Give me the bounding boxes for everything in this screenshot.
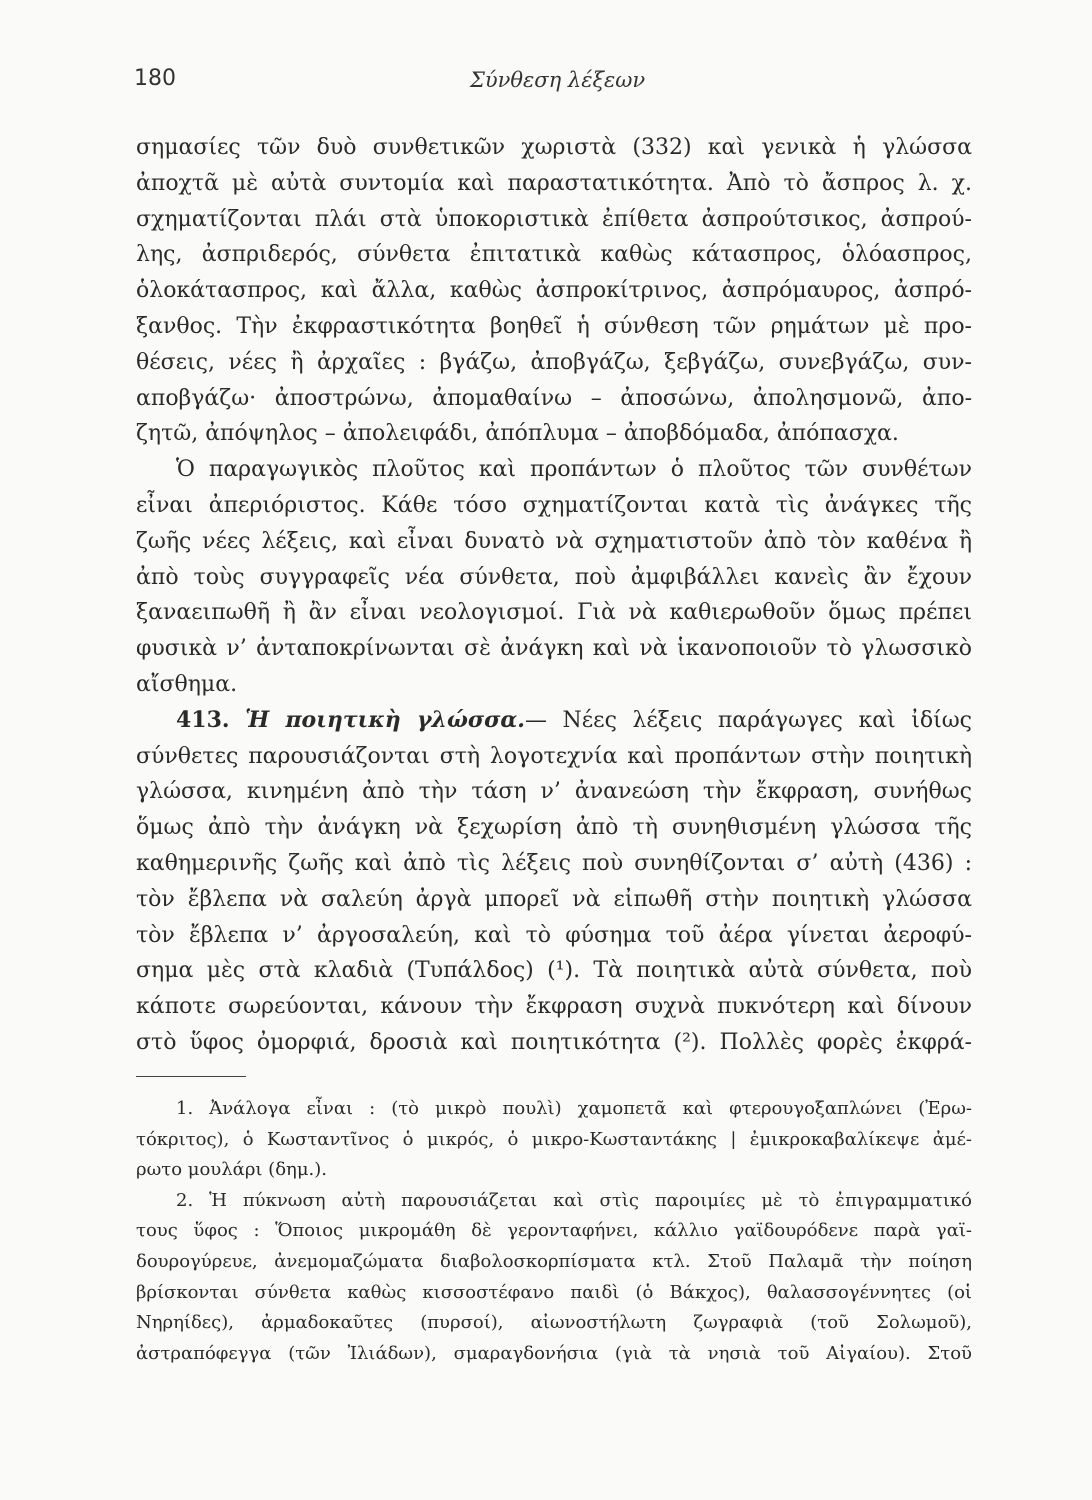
text-line: θέσεις, νέες ἢ ἀρχαῖες : βγάζω, ἀποβγάζω, ξεβγάζω, συνεβγάζω, συν- bbox=[136, 349, 972, 375]
text-line: εἶναι ἀπεριόριστος. Κάθε τόσο σχηματίζονται κατὰ τὶς ἀνάγκες τῆς bbox=[136, 492, 972, 518]
text-line: λης, ἀσπριδερός, σύνθετα ἐπιτατικὰ καθὼς κάτασπρος, ὁλόασπρος, bbox=[136, 242, 972, 268]
footnote-line: τόκριτος), ὁ Κωσταντῖνος ὁ μικρός, ὁ μικρο-Κωσταντάκης | ἐμικροκαβαλίκεψε ἀμέ- bbox=[136, 1128, 972, 1150]
text-line: ἀπὸ τοὺς συγγραφεῖς νέα σύνθετα, ποὺ ἀμφιβάλλει κανεὶς ἂν ἔχουν bbox=[136, 564, 972, 590]
footnote-line: ρωτο μουλάρι (δημ.). bbox=[136, 1159, 327, 1181]
text-line: φυσικὰ ν’ ἀνταποκρίνωνται σὲ ἀνάγκη καὶ νὰ ἱκανοποιοῦν τὸ γλωσσικὸ bbox=[136, 636, 972, 662]
page-number: 180 bbox=[134, 66, 176, 91]
text-line: ὁλοκάτασπρος, καὶ ἄλλα, καθὼς ἀσπροκίτρινος, ἀσπρόμαυρος, ἀσπρό- bbox=[136, 278, 972, 304]
text-line: ἀποχτᾶ μὲ αὐτὰ συντομία καὶ παραστατικότητα. Ἀπὸ τὸ ἄσπρος λ. χ. bbox=[136, 170, 972, 196]
text-line: γλώσσα, κινημένη ἀπὸ τὴν τάση ν’ ἀνανεώση τὴν ἔκφραση, συνήθως bbox=[136, 779, 972, 805]
text-line: σχηματίζονται πλάι στὰ ὑποκοριστικὰ ἐπίθετα ἀσπρούτσικος, ἀσπρού- bbox=[136, 206, 972, 232]
section-number: 413. bbox=[176, 706, 230, 733]
footnote-line: τους ὕφος : Ὅποιος μικρομάθη δὲ γερονταφήνει, κάλλιο γαϊδουρόδενε παρὰ γαϊ- bbox=[136, 1220, 972, 1242]
text-line: ξαναειπωθῆ ἢ ἂν εἶναι νεολογισμοί. Γιὰ νὰ καθιερωθοῦν ὅμως πρέπει bbox=[136, 600, 972, 626]
text-line: σημα μὲς στὰ κλαδιὰ (Τυπάλδος) (¹). Τὰ ποιητικὰ αὐτὰ σύνθετα, ποὺ bbox=[136, 958, 972, 984]
text-line: τὸν ἔβλεπα ν’ ἀργοσαλεύη, καὶ τὸ φύσημα τοῦ ἀέρα γίνεται ἀεροφύ- bbox=[136, 922, 972, 948]
footnotes bbox=[136, 1094, 972, 1369]
text-line: αποβγάζω· ἀποστρώνω, ἀπομαθαίνω – ἀποσώνω, ἀπολησμονῶ, ἀπο- bbox=[136, 385, 972, 411]
text-line: Ὁ παραγωγικὸς πλοῦτος καὶ προπάντων ὁ πλοῦτος τῶν συνθέτων bbox=[176, 457, 972, 483]
text-line: κάποτε σωρεύονται, κάνουν τὴν ἔκφραση συχνὰ πυκνότερη καὶ δίνουν bbox=[136, 994, 972, 1020]
text-line: αἴσθημα. bbox=[136, 671, 238, 697]
page-header bbox=[0, 66, 1092, 98]
footnote-divider bbox=[136, 1076, 246, 1077]
text-line: σημασίες τῶν δυὸ συνθετικῶν χωριστὰ (332) καὶ γενικὰ ἡ γλώσσα bbox=[136, 135, 972, 160]
text-line: ζωῆς νέες λέξεις, καὶ εἶναι δυνατὸ νὰ σχηματιστοῦν ἀπὸ τὸν καθένα ἢ bbox=[136, 528, 972, 554]
text-line: ὅμως ἀπὸ τὴν ἀνάγκη νὰ ξεχωρίση ἀπὸ τὴ συνηθισμένη γλώσσα τῆς bbox=[136, 815, 972, 841]
footnote-line: ἀστραπόφεγγα (τῶν Ἰλιάδων), σμαραγδονήσια (γιὰ τὰ νησιὰ τοῦ Αἰγαίου). Στοῦ bbox=[136, 1342, 972, 1364]
section-title: Ἡ ποιητικὴ γλώσσα. bbox=[245, 706, 525, 733]
text-line: ξανθος. Τὴν ἐκφραστικότητα βοηθεῖ ἡ σύνθεση τῶν ρημάτων μὲ προ- bbox=[136, 313, 972, 339]
section-heading-line bbox=[136, 703, 972, 739]
section-first-line-text: — Νέες λέξεις παράγωγες καὶ ἰδίως bbox=[524, 707, 972, 733]
footnote-line: 1. Ἀνάλογα εἶναι : (τὸ μικρὸ πουλὶ) χαμοπετᾶ καὶ φτερουγοξαπλώνει (Ἐρω- bbox=[176, 1098, 972, 1119]
running-title: Σύνθεση λέξεων bbox=[470, 68, 646, 92]
body-text bbox=[136, 130, 972, 1061]
text-line: τὸν ἔβλεπα νὰ σαλεύη ἀργὰ μπορεῖ νὰ εἰπωθῆ στὴν ποιητικὴ γλώσσα bbox=[136, 886, 972, 912]
footnote-line: δουρογύρευε, ἀνεμομαζώματα διαβολοσκορπίσματα κτλ. Στοῦ Παλαμᾶ τὴν ποίηση bbox=[136, 1250, 972, 1272]
text-line: σύνθετες παρουσιάζονται στὴ λογοτεχνία καὶ προπάντων στὴν ποιητικὴ bbox=[136, 743, 972, 769]
text-line: στὸ ὕφος ὀμορφιά, δροσιὰ καὶ ποιητικότητα (²). Πολλὲς φορὲς ἐκφρά- bbox=[136, 1029, 972, 1055]
text-line: ζητῶ, ἀπόψηλος – ἀπολειφάδι, ἀπόπλυμα – ἀποβδόμαδα, ἀπόπασχα. bbox=[136, 421, 899, 447]
footnote-line: 2. Ἡ πύκνωση αὐτὴ παρουσιάζεται καὶ στὶς παροιμίες μὲ τὸ ἐπιγραμματικό bbox=[176, 1189, 972, 1211]
footnote-line: Νηρηίδες), ἀρμαδοκαῦτες (πυρσοί), αἰωνοστήλωτη ζωγραφιὰ (τοῦ Σολωμοῦ), bbox=[136, 1312, 972, 1334]
text-line: καθημερινῆς ζωῆς καὶ ἀπὸ τὶς λέξεις ποὺ συνηθίζονται σ’ αὐτὴ (436) : bbox=[136, 850, 972, 876]
footnote-line: βρίσκονται σύνθετα καθὼς κισσοστέφανο παιδὶ (ὁ Βάκχος), θαλασσογέννητες (οἱ bbox=[136, 1281, 972, 1303]
